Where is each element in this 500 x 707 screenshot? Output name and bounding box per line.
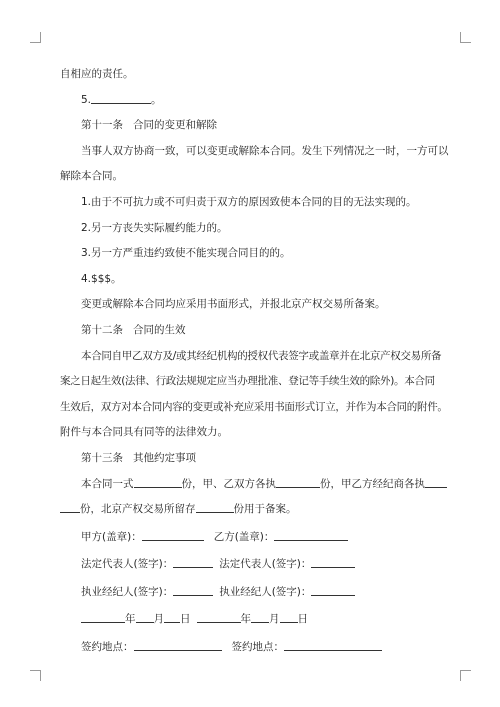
legal-rep-b-label: 法定代表人(签字)： xyxy=(219,558,312,571)
legal-rep-a-label: 法定代表人(签字)： xyxy=(81,558,174,571)
blank-line xyxy=(284,641,382,651)
paragraph-line: 附件与本合同具有同等的法律效力。 xyxy=(60,426,228,439)
blank-line xyxy=(311,585,355,595)
date-month: 月 xyxy=(269,613,280,626)
blank-line xyxy=(142,530,204,540)
date-day: 日 xyxy=(297,613,308,626)
date-day: 日 xyxy=(180,613,191,626)
blank-line xyxy=(276,477,320,487)
signature-date-row xyxy=(60,607,444,633)
paragraph-line: 生效后，双方对本合同内容的变更或补充应采用书面形式订立，并作为本合同的附件。 xyxy=(60,400,448,413)
article-title: 其他约定事项 xyxy=(133,451,196,464)
article-12-heading xyxy=(60,318,444,344)
copies-text: 份，甲、乙双方各执 xyxy=(181,477,276,490)
copies-line-1 xyxy=(60,472,444,498)
blank-line xyxy=(136,613,154,623)
item-5 xyxy=(60,88,444,114)
article-11-heading xyxy=(60,113,444,139)
paragraph-line: 变更或解除本合同均应采用书面形式，并报北京产权交易所备案。 xyxy=(81,298,386,311)
list-item: 1.由于不可抗力或不可归责于双方的原因致使本合同的目的无法实现的。 xyxy=(81,195,417,208)
blank-line xyxy=(134,477,182,487)
blank-line xyxy=(60,503,80,513)
article-number: 第十三条 xyxy=(81,451,123,464)
article-number: 第十一条 xyxy=(81,119,123,132)
blank-line xyxy=(274,530,348,540)
list-item: 2.另一方丧失实际履约能力的。 xyxy=(81,221,228,234)
blank-line xyxy=(134,641,222,651)
place-b-label: 签约地点： xyxy=(231,641,284,654)
blank-line xyxy=(311,558,355,568)
text-line: 自相应的责任。 xyxy=(60,68,134,80)
blank-line xyxy=(81,613,125,623)
document-body xyxy=(60,62,449,661)
copies-prefix: 本合同一式 xyxy=(81,477,134,490)
blank-line xyxy=(91,93,151,103)
crop-mark-top-right xyxy=(460,32,471,43)
copies-text: 份用于备案。 xyxy=(233,503,297,516)
blank-line xyxy=(173,585,213,595)
agent-a-label: 执业经纪人(签字)： xyxy=(81,585,174,598)
date-year: 年 xyxy=(240,613,251,626)
crop-mark-top-left xyxy=(30,32,41,43)
blank-line xyxy=(196,503,234,513)
blank-line xyxy=(425,477,447,487)
crop-mark-bottom-right xyxy=(460,670,471,681)
party-a-seal-label: 甲方(盖章)： xyxy=(81,530,142,543)
place-a-label: 签约地点： xyxy=(81,641,134,654)
article-title: 合同的变更和解除 xyxy=(133,119,217,132)
blank-line xyxy=(251,613,269,623)
paragraph-line: 本合同自甲乙双方及/或其经纪机构的授权代表签字或盖章并在北京产权交易所备 xyxy=(81,349,442,362)
agent-b-label: 执业经纪人(签字)： xyxy=(219,585,312,598)
crop-mark-bottom-left xyxy=(30,670,41,681)
blank-line xyxy=(164,613,180,623)
signature-place-row xyxy=(60,635,444,661)
item-5-prefix: 5. xyxy=(81,93,92,106)
list-item: 4.$$$。 xyxy=(81,272,122,285)
article-13-heading xyxy=(60,446,444,472)
signature-legal-rep-row xyxy=(60,552,444,578)
party-b-seal-label: 乙方(盖章)： xyxy=(213,530,275,543)
copies-line-2 xyxy=(60,497,444,523)
signature-agent-row xyxy=(60,580,444,606)
date-month: 月 xyxy=(153,613,164,626)
signature-seal-row xyxy=(60,525,444,551)
list-item: 3.另一方严重违约致使不能实现合同目的的。 xyxy=(81,247,291,260)
blank-line xyxy=(197,613,241,623)
article-number: 第十二条 xyxy=(81,323,123,336)
copies-text: 份，北京产权交易所留存 xyxy=(80,503,196,516)
blank-line xyxy=(173,558,213,568)
article-title: 合同的生效 xyxy=(133,323,186,336)
item-5-suffix: 。 xyxy=(151,93,162,106)
blank-line xyxy=(280,613,298,623)
paragraph-line: 案之日起生效(法律、行政法规规定应当办理批准、登记等手续生效的除外)。本合同 xyxy=(60,375,435,388)
paragraph-line: 当事人双方协商一致，可以变更或解除本合同。发生下列情况之一时，一方可以 xyxy=(81,144,449,157)
paragraph-line: 解除本合同。 xyxy=(60,170,123,183)
copies-text: 份，甲乙方经纪商各执 xyxy=(320,477,425,490)
date-year: 年 xyxy=(125,613,136,626)
